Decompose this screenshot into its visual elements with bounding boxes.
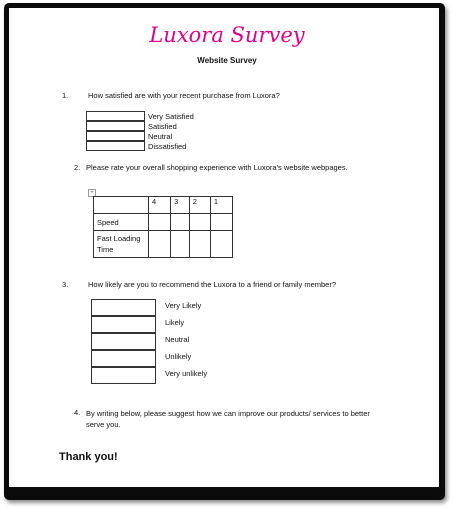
rating-cell[interactable] [149,214,171,231]
q3-option-label: Very Likely [165,301,202,310]
q1-option-label: Very Satisfied [148,112,194,121]
q3-checkbox-very-likely[interactable] [91,299,156,316]
q2-number: 2. [74,163,81,172]
q1-option-label: Neutral [148,132,173,141]
closing-text: Thank you! [59,451,118,463]
rating-table-corner [94,197,149,214]
rating-cell[interactable] [149,231,171,258]
rating-cell[interactable] [210,231,232,258]
q3-checkbox-unlikely[interactable] [91,350,156,367]
q1-checkbox-very-satisfied[interactable] [86,111,145,121]
q1-option-label: Dissatisfied [148,142,187,151]
q3-checkbox-likely[interactable] [91,316,156,333]
q3-option-label: Likely [165,318,185,327]
q1-checkbox-satisfied[interactable] [86,121,145,131]
rating-row-label: Speed [94,214,149,231]
rating-column-header: 4 [149,197,171,214]
rating-table [93,196,233,258]
brand-logo: Luxora Survey [149,23,305,47]
q1-checkbox-neutral[interactable] [86,131,145,141]
rating-row-label: Fast Loading Time [94,231,149,258]
rating-cell[interactable] [171,231,190,258]
rating-cell[interactable] [189,214,210,231]
q2-text: Please rate your overall shopping experience with Luxora’s website webpages. [86,163,348,172]
rating-cell[interactable] [171,214,190,231]
q3-checkbox-neutral[interactable] [91,333,156,350]
rating-column-header: 2 [189,197,210,214]
q4-number: 4. [74,408,81,417]
q3-checkbox-very-unlikely[interactable] [91,367,156,384]
rating-cell[interactable] [210,214,232,231]
page-title: Website Survey [197,56,257,65]
q1-option-label: Satisfied [148,122,177,131]
q1-number: 1. [62,91,69,100]
rating-cell[interactable] [189,231,210,258]
q1-text: How satisfied are with your recent purchase from Luxora? [88,91,280,100]
q1-checkbox-dissatisfied[interactable] [86,141,145,151]
q3-option-label: Very unlikely [165,369,208,378]
rating-column-header: 1 [210,197,232,214]
q4-text: By writing below, please suggest how we can improve our products/ services to better serve you. [86,409,370,429]
q3-option-label: Neutral [165,335,190,344]
q3-number: 3. [62,280,69,289]
q3-text: How likely are you to recommend the Luxora to a friend or family member? [88,280,337,289]
rating-column-header: 3 [171,197,190,214]
q3-option-label: Unlikely [165,352,192,361]
table-move-handle-icon[interactable]: + [88,189,96,197]
